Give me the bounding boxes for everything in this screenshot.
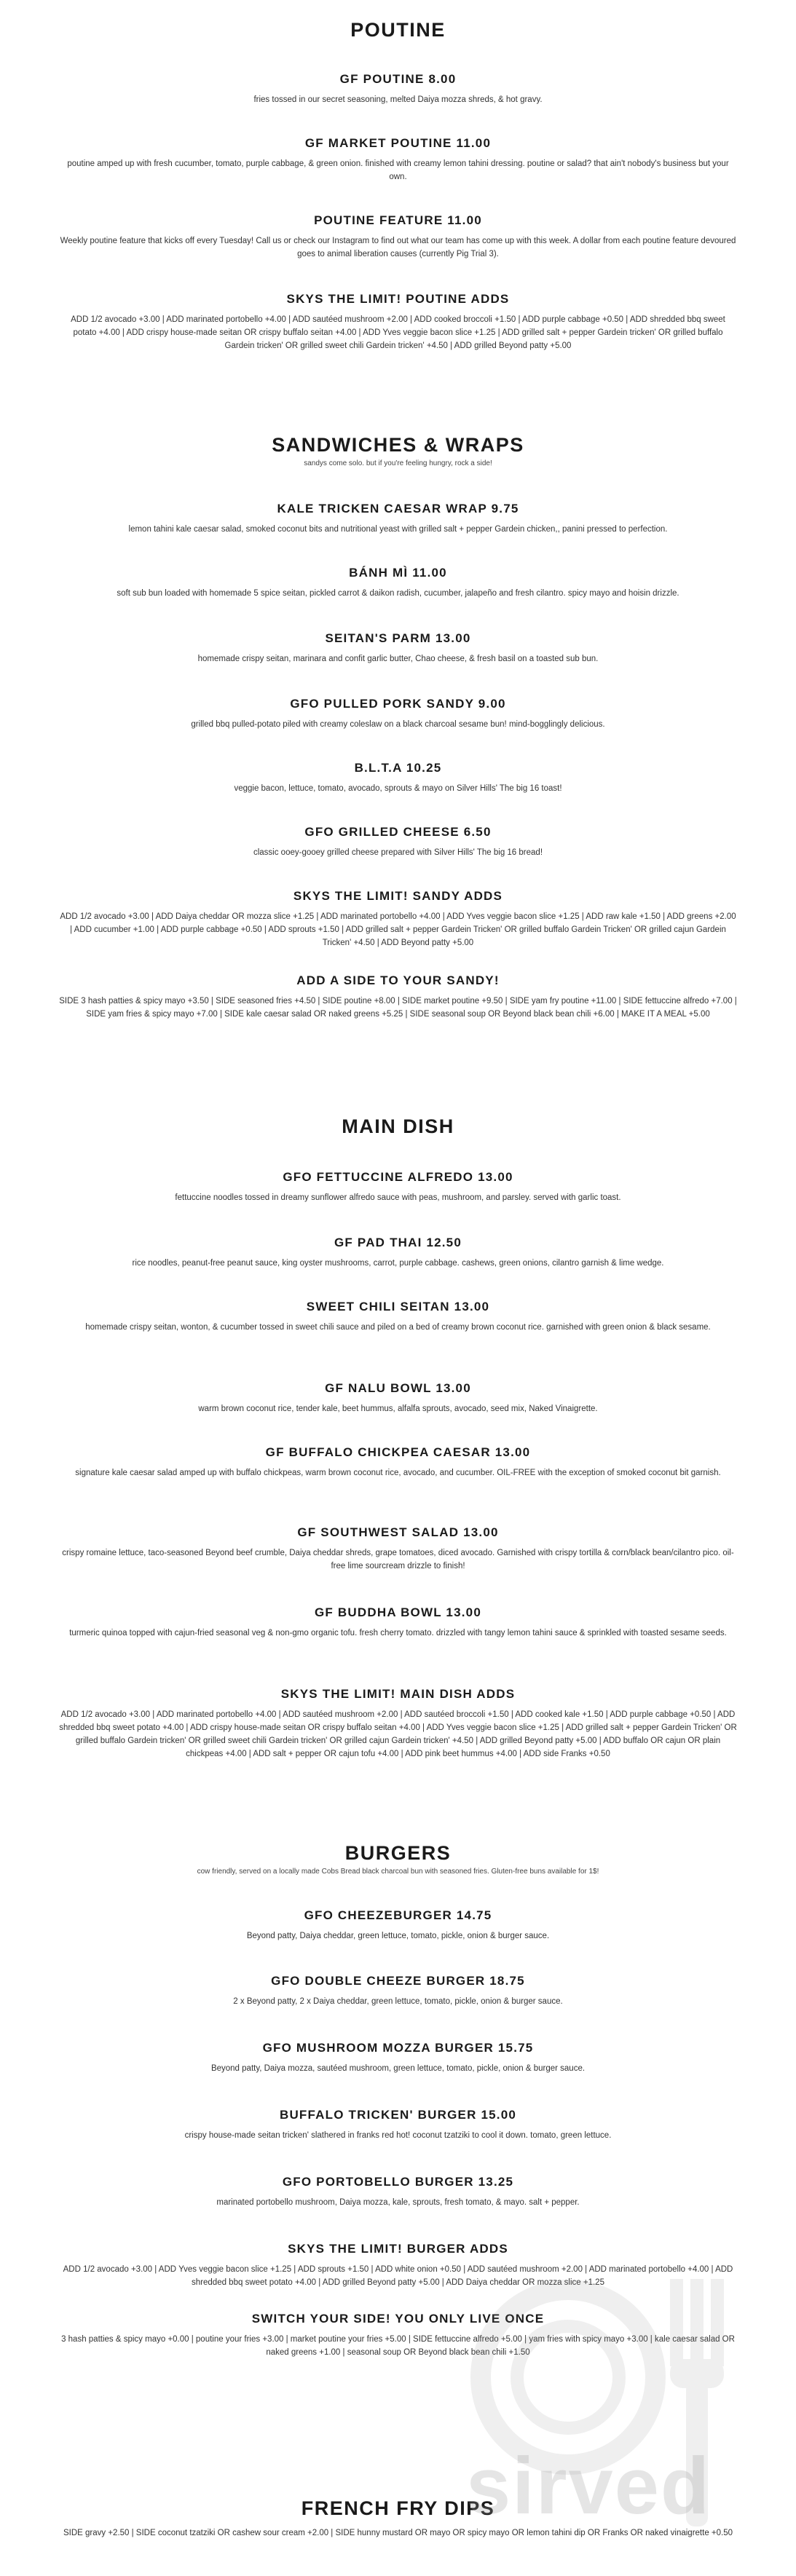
item-name: SEITAN'S PARM 13.00 [325, 631, 471, 645]
menu-item [58, 1973, 738, 2008]
menu-item [58, 213, 738, 261]
item-name: GFO FETTUCCINE ALFREDO 13.00 [283, 1170, 513, 1184]
item-description: fettuccine noodles tossed in dreamy sunflower alfredo sauce with peas, mushroom, and parsley. served with garlic toast. [175, 1193, 621, 1202]
section-poutine [0, 17, 796, 42]
item-name: SWEET CHILI SEITAN 13.00 [306, 1300, 490, 1313]
item-description: warm brown coconut rice, tender kale, beet hummus, alfalfa sprouts, avocado, seed mix, Naked Vinaigrette. [198, 1404, 598, 1413]
item-name: GF POUTINE 8.00 [339, 72, 457, 86]
item-name: ADD A SIDE TO YOUR SANDY! [296, 973, 500, 987]
item-name: SKYS THE LIMIT! SANDY ADDS [293, 889, 503, 903]
section-title: FRENCH FRY DIPS [301, 2497, 495, 2519]
item-name: GFO PULLED PORK SANDY 9.00 [290, 697, 506, 711]
item-name: POUTINE FEATURE 11.00 [314, 213, 482, 227]
menu-item [58, 2040, 738, 2075]
menu-item [58, 1299, 738, 1334]
item-description: poutine amped up with fresh cucumber, tomato, purple cabbage, & green onion. finished with creamy lemon tahini dressing. poutine or salad? that ain't nobody's business but your own. [67, 159, 729, 181]
item-description: veggie bacon, lettuce, tomato, avocado, sprouts & mayo on Silver Hills' The big 16 toast! [234, 784, 562, 793]
section-main-dish [0, 1114, 796, 1139]
menu-item [58, 824, 738, 859]
section-burgers [0, 1841, 796, 1877]
item-description: crispy house-made seitan tricken' slathered in franks red hot! coconut tzatziki to cool it down. tomato, green lettuce. [184, 2131, 612, 2140]
item-name: GFO GRILLED CHEESE 6.50 [304, 825, 492, 839]
menu-item [58, 696, 738, 731]
menu-item [58, 973, 738, 1021]
section-title: POUTINE [350, 19, 446, 41]
menu-item [58, 135, 738, 183]
section-subtitle: sandys come solo. but if you're feeling hungry, rock a side! [304, 459, 492, 467]
item-name: GF NALU BOWL 13.00 [325, 1381, 471, 1395]
item-description: homemade crispy seitan, marinara and confit garlic butter, Chao cheese, & fresh basil on a toasted sub bun. [197, 655, 599, 663]
item-name: GF BUDDHA BOWL 13.00 [315, 1605, 481, 1619]
menu-item [58, 1686, 738, 1761]
item-description: homemade crispy seitan, wonton, & cucumber tossed in sweet chili sauce and piled on a bed of creamy brown coconut rice. garnished with green onion & black sesame. [85, 1323, 711, 1332]
section-sandwiches [0, 432, 796, 469]
item-description: ADD 1/2 avocado +3.00 | ADD marinated portobello +4.00 | ADD sautéed mushroom +2.00 | ADD sautéed broccoli +1.50 | ADD cooked kale +1.50 | ADD purple cabbage +0.50 | ADD shredded bbq sweet potato +4.00 | ADD crispy house-made seitan OR crispy buffalo seitan +4.00 | ADD Yves veggie bacon slice +1.25 | ADD grilled salt + pepper Gardein Tricken' OR grilled buffalo Gardein tricken' OR grilled sweet chili Gardein tricken' OR grilled cajun Gardein tricken' +4.50 | ADD grilled Beyond patty +5.00 | ADD buffalo OR cajun OR plain chickpeas +4.00 | ADD salt + pepper OR cajun tofu +4.00 | ADD pink beet hummus +4.00 | ADD side Franks +0.50 [59, 1710, 737, 1758]
item-description: 3 hash patties & spicy mayo +0.00 | poutine your fries +3.00 | market poutine your fries +5.00 | SIDE fettuccine alfredo +5.00 | yam fries with spicy mayo +3.00 | kale caesar salad OR naked greens +1.00 | seasonal soup OR Beyond black bean chili +1.50 [61, 2335, 735, 2357]
menu-item [58, 1235, 738, 1270]
item-description: rice noodles, peanut-free peanut sauce, king oyster mushrooms, carrot, purple cabbage. cashews, green onions, cilantro garnish & lime wedge. [132, 1259, 664, 1268]
menu-item [58, 1380, 738, 1415]
item-name: B.L.T.A 10.25 [354, 761, 442, 775]
item-description: SIDE gravy +2.50 | SIDE coconut tzatziki OR cashew sour cream +2.00 | SIDE hunny mustard OR mayo OR spicy mayo OR lemon tahini dip OR Franks OR naked vinaigrette +0.50 [63, 2529, 733, 2537]
item-name: GF MARKET POUTINE 11.00 [304, 136, 492, 150]
item-description: turmeric quinoa topped with cajun-fried seasonal veg & non-gmo organic tofu. fresh cherry tomato. drizzled with tangy lemon tahini sauce & sprinkled with toasted sesame seeds. [69, 1629, 727, 1637]
menu-item [58, 1908, 738, 1943]
item-name: GFO DOUBLE CHEEZE BURGER 18.75 [271, 1974, 525, 1988]
item-description: classic ooey-gooey grilled cheese prepared with Silver Hills' The big 16 bread! [253, 848, 543, 857]
item-description: Weekly poutine feature that kicks off every Tuesday! Call us or check our Instagram to find out what our team has come up with this week. A dollar from each poutine feature devoured goes to animal liberation causes (currently Pig Trial 3). [60, 237, 736, 258]
watermark-logo: sirved [466, 2441, 712, 2531]
item-description: ADD 1/2 avocado +3.00 | ADD Daiya cheddar OR mozza slice +1.25 | ADD marinated portobello +4.00 | ADD Yves veggie bacon slice +1.25 | ADD raw kale +1.50 | ADD greens +2.00 | ADD cucumber +1.00 | ADD purple cabbage +0.50 | ADD sprouts +1.50 | ADD grilled salt + pepper Gardein Tricken' OR grilled buffalo Gardein Tricken' OR grilled cajun Gardein Tricken' +4.50 | ADD Beyond patty +5.00 [60, 912, 736, 947]
item-name: SKYS THE LIMIT! MAIN DISH ADDS [280, 1687, 516, 1701]
menu-item [58, 71, 738, 106]
item-description: 2 x Beyond patty, 2 x Daiya cheddar, green lettuce, tomato, pickle, onion & burger sauce. [233, 1997, 563, 2006]
item-name: SKYS THE LIMIT! POUTINE ADDS [286, 292, 510, 306]
item-name: GF SOUTHWEST SALAD 13.00 [297, 1525, 499, 1539]
item-name: GFO PORTOBELLO BURGER 13.25 [282, 2175, 514, 2189]
section-subtitle: cow friendly, served on a locally made Cobs Bread black charcoal bun with seasoned fries. Gluten-free buns available for 1$! [197, 1868, 599, 1876]
item-name: GFO CHEEZEBURGER 14.75 [304, 1908, 492, 1922]
menu-item [58, 1525, 738, 1573]
menu-item [58, 888, 738, 949]
item-description: ADD 1/2 avocado +3.00 | ADD marinated portobello +4.00 | ADD sautéed mushroom +2.00 | ADD cooked broccoli +1.50 | ADD purple cabbage +0.50 | ADD shredded bbq sweet potato +4.00 | ADD crispy house-made seitan OR crispy buffalo seitan +4.00 | ADD Yves veggie bacon slice +1.25 | ADD grilled salt + pepper Gardein tricken' OR grilled buffalo Gardein tricken' OR grilled sweet chili Gardein tricken' +4.50 | ADD grilled Beyond patty +5.00 [71, 315, 725, 350]
menu-item [58, 2174, 738, 2209]
item-description: signature kale caesar salad amped up with buffalo chickpeas, warm brown coconut rice, avocado, and cucumber. OIL-FREE with the exception of smoked coconut bit garnish. [75, 1469, 721, 1477]
menu-item [58, 1445, 738, 1479]
section-title: MAIN DISH [342, 1115, 454, 1137]
menu-item [58, 760, 738, 795]
section-title: BURGERS [344, 1842, 452, 1864]
item-name: GF BUFFALO CHICKPEA CAESAR 13.00 [265, 1445, 531, 1459]
menu-item [58, 1169, 738, 1204]
menu-item [58, 291, 738, 352]
section-title: SANDWICHES & WRAPS [272, 434, 524, 456]
menu-item [58, 631, 738, 665]
item-description: lemon tahini kale caesar salad, smoked coconut bits and nutritional yeast with grilled salt + pepper Gardein chicken,, panini pressed to perfection. [128, 525, 668, 534]
item-description: Beyond patty, Daiya mozza, sautéed mushroom, green lettuce, tomato, pickle, onion & burger sauce. [210, 2064, 586, 2073]
item-name: GF PAD THAI 12.50 [334, 1236, 462, 1249]
item-name: SKYS THE LIMIT! BURGER ADDS [288, 2242, 508, 2256]
item-description: fries tossed in our secret seasoning, melted Daiya mozza shreds, & hot gravy. [253, 95, 543, 104]
menu-item [58, 1605, 738, 1640]
item-description: SIDE 3 hash patties & spicy mayo +3.50 | SIDE seasoned fries +4.50 | SIDE poutine +8.00 | SIDE market poutine +9.50 | SIDE yam fry poutine +11.00 | SIDE fettuccine alfredo +7.00 | SIDE yam fries & spicy mayo +7.00 | SIDE kale caesar salad OR naked greens +5.25 | SIDE seasonal soup OR Beyond black bean chili +6.00 | MAKE IT A MEAL +5.00 [59, 997, 737, 1019]
item-description: Beyond patty, Daiya cheddar, green lettuce, tomato, pickle, onion & burger sauce. [246, 1932, 550, 1940]
menu-item [58, 565, 738, 600]
item-description: ADD 1/2 avocado +3.00 | ADD Yves veggie bacon slice +1.25 | ADD sprouts +1.50 | ADD white onion +0.50 | ADD sautéed mushroom +2.00 | ADD marinated portobello +4.00 | ADD shredded bbq sweet potato +4.00 | ADD grilled Beyond patty +5.00 | ADD Daiya cheddar OR mozza slice +1.25 [63, 2265, 733, 2287]
item-description: crispy romaine lettuce, taco-seasoned Beyond beef crumble, Daiya cheddar shreds, grape tomatoes, diced avocado. Garnished with crispy tortilla & corn/black bean/cilantro pico. oil-free lime sourcream drizzle to finish! [62, 1549, 734, 1571]
item-name: BUFFALO TRICKEN' BURGER 15.00 [279, 2108, 517, 2122]
menu-item [58, 501, 738, 536]
item-name: SWITCH YOUR SIDE! YOU ONLY LIVE ONCE [251, 2312, 545, 2326]
item-description: marinated portobello mushroom, Daiya mozza, kale, sprouts, fresh tomato, & mayo. salt + pepper. [216, 2198, 580, 2207]
item-description: grilled bbq pulled-potato piled with creamy coleslaw on a black charcoal sesame bun! mind-bogglingly delicious. [191, 720, 605, 729]
item-description: soft sub bun loaded with homemade 5 spice seitan, pickled carrot & daikon radish, cucumber, jalapeño and fresh cilantro. spicy mayo and hoisin drizzle. [117, 589, 679, 598]
item-name: GFO MUSHROOM MOZZA BURGER 15.75 [262, 2041, 534, 2055]
item-name: BÁNH MÌ 11.00 [349, 566, 447, 580]
menu-item [58, 2107, 738, 2142]
item-name: KALE TRICKEN CAESAR WRAP 9.75 [277, 502, 519, 515]
